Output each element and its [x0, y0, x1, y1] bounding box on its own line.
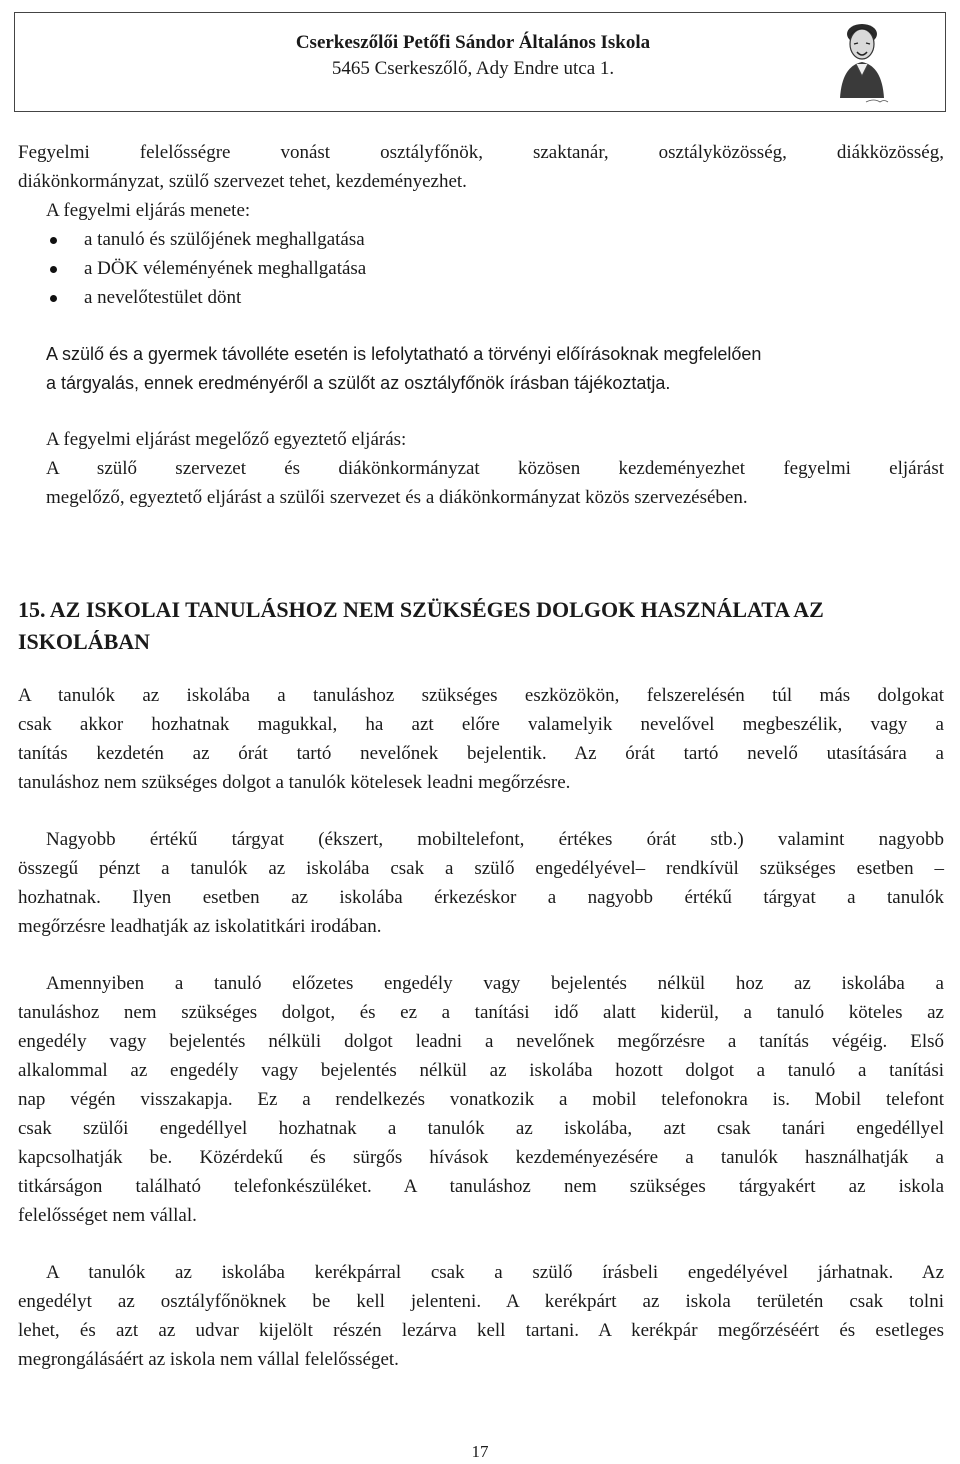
section-heading: [18, 594, 918, 658]
paragraph-line: engedély vagy bejelentés nélküli dolgot leadni a nevelőnek megőrzésre a tanítás végéig. Első: [18, 1031, 944, 1052]
prevention-line-1: A szülő szervezet és diákönkormányzat közösen kezdeményezhet fegyelmi eljárást: [46, 458, 944, 479]
paragraph-line: engedélyt az osztályfőnöknek be kell jelenteni. A kerékpárt az iskola területén csak tolni: [18, 1291, 944, 1312]
paragraph-line: megőrzésre leadhatják az iskolatitkári irodában.: [18, 916, 382, 937]
procedure-title: A fegyelmi eljárás menete:: [46, 200, 251, 221]
bullet-icon: [50, 237, 57, 244]
paragraph-line: Amennyiben a tanuló előzetes engedély vagy bejelentés nélkül hoz az iskolába a: [46, 973, 944, 994]
paragraph-line: összegű pénzt a tanulók az iskolába csak a szülő engedélyével– rendkívül szükséges esetben –: [18, 858, 944, 879]
portrait-image: [822, 14, 902, 106]
prevention-line-2: megelőző, egyeztető eljárást a szülői szervezet és a diákönkormányzat közös szervezésében.: [46, 487, 748, 508]
paragraph-line: nap végén visszakapja. Ez a rendelkezés vonatkozik a mobil telefonokra is. Mobil telefont: [18, 1089, 944, 1110]
paragraph-line: csak szülői engedéllyel hozhatnak a tanulók az iskolába, azt csak tanári engedéllyel: [18, 1118, 944, 1139]
absence-line-1: A szülő és a gyermek távolléte esetén is lefolytatható a törvényi előírásoknak megfelelően: [46, 344, 762, 364]
paragraph-line: A tanulók az iskolába a tanuláshoz szükséges eszközökön, felszerelésén túl más dolgokat: [18, 685, 944, 706]
list-item: a DÖK véleményének meghallgatása: [46, 254, 646, 283]
paragraph-line: tanítás kezdetén az órát tartó nevelőnek bejelentik. Az órát tartó nevelő utasítására a: [18, 743, 944, 764]
procedure-list: [46, 225, 646, 312]
paragraph-line: tanuláshoz nem szükséges dolgot, és ez a tanítási idő alatt kiderül, a tanuló köteles az: [18, 1002, 944, 1023]
paragraph-line: tanuláshoz nem szükséges dolgot a tanulók kötelesek leadni megőrzésre.: [18, 772, 571, 793]
bullet-icon: [50, 295, 57, 302]
paragraph-line: megrongálásáért az iskola nem vállal felelősséget.: [18, 1349, 399, 1370]
school-address: 5465 Cserkeszőlő, Ady Endre utca 1.: [331, 58, 615, 79]
school-name: Cserkeszőlői Petőfi Sándor Általános Iskola: [295, 32, 651, 53]
intro-line-1: Fegyelmi felelősségre vonást osztályfőnök, szaktanár, osztályközösség, diákközösség,: [18, 142, 944, 163]
paragraph-line: Nagyobb értékű tárgyat (ékszert, mobiltelefont, értékes órát stb.) valamint nagyobb: [46, 829, 944, 850]
paragraph-line: csak akkor hozhatnak magukkal, ha azt előre valamelyik nevelővel megbeszélik, vagy a: [18, 714, 944, 735]
section-number: 15.: [18, 597, 46, 622]
prevention-title: A fegyelmi eljárást megelőző egyeztető eljárás:: [46, 429, 407, 450]
intro-line-2: diákönkormányzat, szülő szervezet tehet, kezdeményezhet.: [18, 171, 467, 192]
paragraph-line: alkalommal az engedély vagy bejelentés nélkül az iskolába hozott dolgot a tanuló a tanítási: [18, 1060, 944, 1081]
absence-line-2: a tárgyalás, ennek eredményéről a szülőt az osztályfőnök írásban tájékoztatja.: [46, 373, 671, 393]
list-item: a nevelőtestület dönt: [46, 283, 646, 312]
list-item: a tanuló és szülőjének meghallgatása: [46, 225, 646, 254]
paragraph-line: titkárságon található telefonkészüléket. A tanuláshoz nem szükséges tárgyakért az iskola: [18, 1176, 944, 1197]
section-title-line-2: ISKOLÁBAN: [18, 629, 151, 654]
bullet-icon: [50, 266, 57, 273]
paragraph-line: kapcsolhatják be. Közérdekű és sürgős hívások kezdeményezésére a tanulók használhatják a: [18, 1147, 944, 1168]
paragraph-line: A tanulók az iskolába kerékpárral csak a szülő írásbeli engedélyével járhatnak. Az: [46, 1262, 944, 1283]
paragraph-line: hozhatnak. Ilyen esetben az iskolába érkezéskor a nagyobb értékű tárgyat a tanulók: [18, 887, 944, 908]
page-number: 17: [471, 1442, 489, 1461]
section-title-line-1: AZ ISKOLAI TANULÁSHOZ NEM SZÜKSÉGES DOLGOK HASZNÁLATA AZ: [49, 597, 824, 622]
paragraph-line: lehet, és azt az udvar kijelölt részén lezárva kell tartani. A kerékpár megőrzéséért és esetleges: [18, 1320, 944, 1341]
paragraph-line: felelősséget nem vállal.: [18, 1205, 197, 1226]
